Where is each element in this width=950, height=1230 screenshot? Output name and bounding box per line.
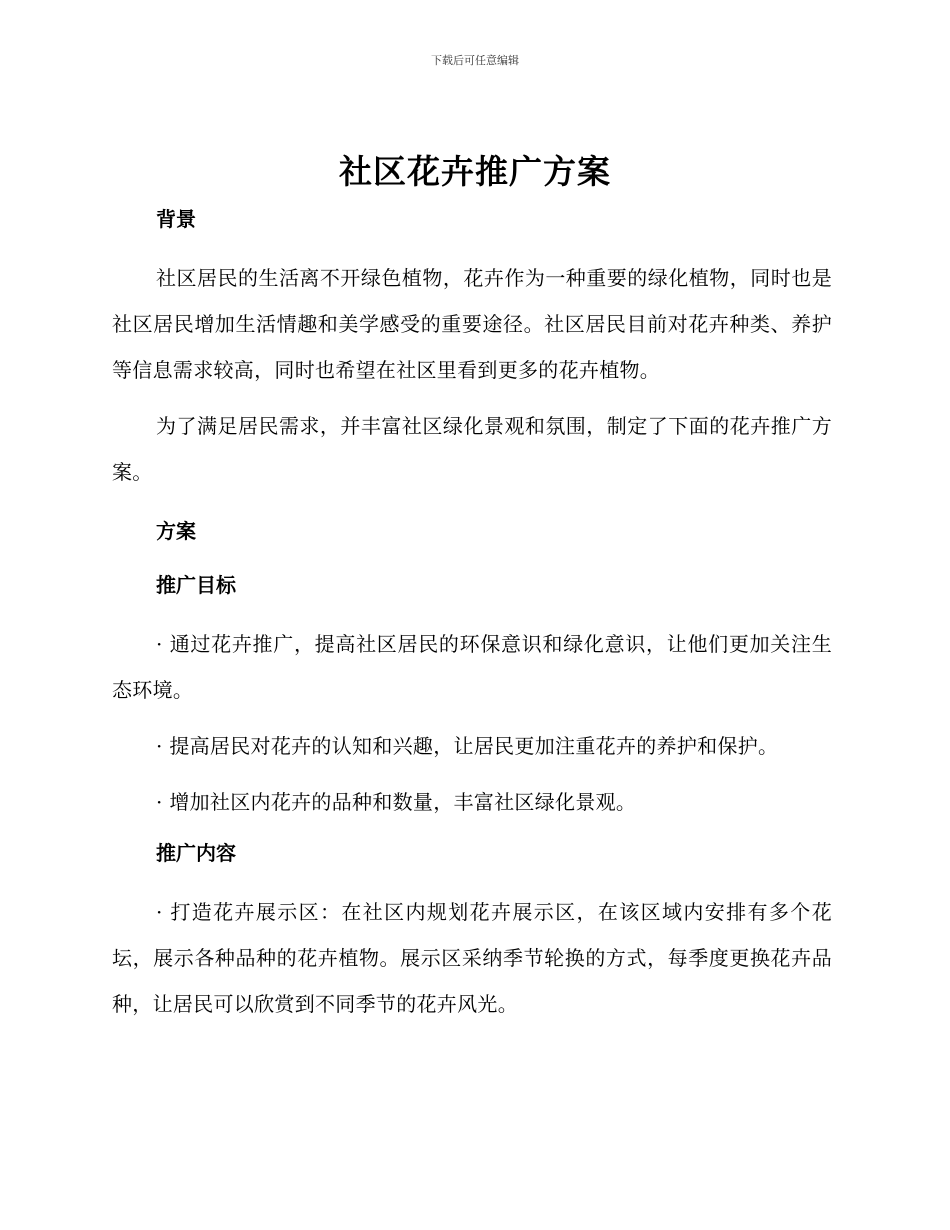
paragraph-background-2: 为了满足居民需求，并丰富社区绿化景观和氛围，制定了下面的花卉推广方案。 (112, 414, 832, 484)
section-heading-plan: 方案 (156, 519, 196, 543)
list-item-content-1: · 打造花卉展示区：在社区内规划花卉展示区，在该区域内安排有多个花坛，展示各种品种的花卉植物。展示区采纳季节轮换的方式，每季度更换花卉品种，让居民可以欣赏到不同季节的花卉风光。 (112, 900, 832, 1016)
list-item-goal-2: · 提高居民对花卉的认知和兴趣，让居民更加注重花卉的养护和保护。 (156, 734, 779, 758)
section-heading-content: 推广内容 (156, 841, 236, 865)
document-title: 社区花卉推广方案 (339, 152, 611, 191)
list-item-goal-3: · 增加社区内花卉的品种和数量，丰富社区绿化景观。 (156, 790, 637, 814)
header-note: 下载后可任意编辑 (431, 54, 519, 67)
section-heading-goals: 推广目标 (156, 573, 236, 597)
document-body (112, 201, 832, 1027)
section-heading-background: 背景 (156, 207, 196, 231)
paragraph-background-1: 社区居民的生活离不开绿色植物，花卉作为一种重要的绿化植物，同时也是社区居民增加生活情趣和美学感受的重要途径。社区居民目前对花卉种类、养护等信息需求较高，同时也希望在社区里看到更多的花卉植物。 (112, 266, 832, 382)
list-item-goal-1: · 通过花卉推广，提高社区居民的环保意识和绿化意识，让他们更加关注生态环境。 (112, 632, 832, 702)
